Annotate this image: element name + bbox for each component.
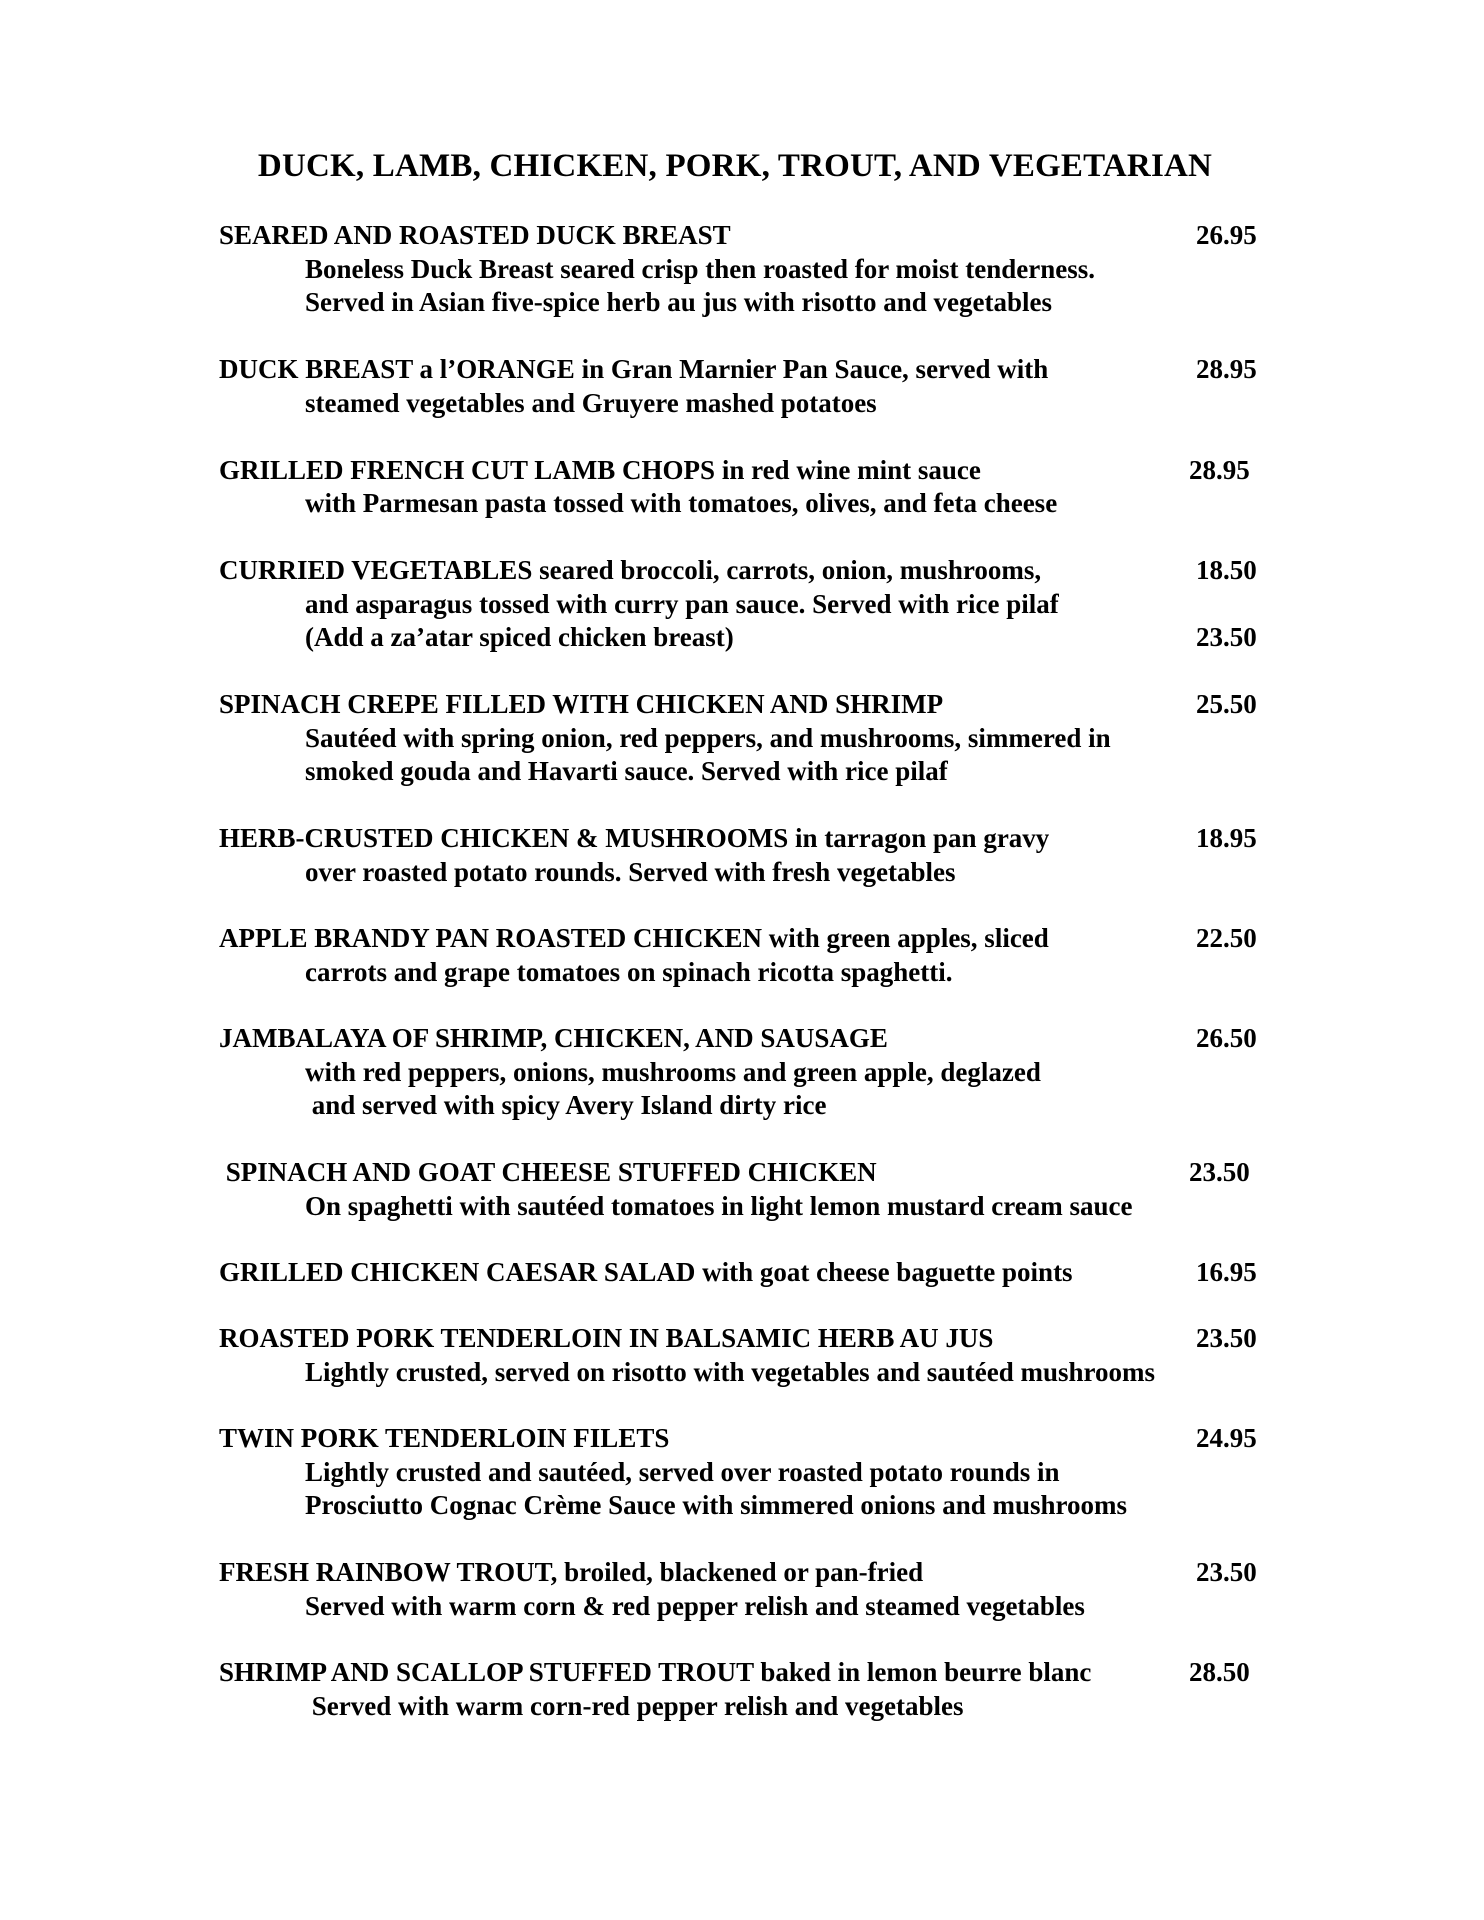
menu-item-description: carrots and grape tomatoes on spinach ricotta spaghetti. <box>305 957 953 987</box>
menu-item-price: 18.50 <box>1196 555 1257 585</box>
menu-item-price: 23.50 <box>1196 1323 1257 1353</box>
menu-item-name: ROASTED PORK TENDERLOIN IN BALSAMIC HERB AU JUS <box>219 1323 994 1353</box>
menu-item-description: Sautéed with spring onion, red peppers, and mushrooms, simmered in <box>305 723 1111 753</box>
menu-item-extra-price: 23.50 <box>1196 622 1257 652</box>
menu-item-description: Lightly crusted and sautéed, served over roasted potato rounds in <box>305 1457 1060 1487</box>
menu-item-name: JAMBALAYA OF SHRIMP, CHICKEN, AND SAUSAGE <box>219 1023 888 1053</box>
menu-item-description: On spaghetti with sautéed tomatoes in light lemon mustard cream sauce <box>305 1191 1133 1221</box>
menu-item-description: Served with warm corn & red pepper relish and steamed vegetables <box>305 1591 1085 1621</box>
menu-item-description: (Add a za’atar spiced chicken breast) <box>305 622 734 652</box>
menu-item-description: and asparagus tossed with curry pan sauce. Served with rice pilaf <box>305 589 1059 619</box>
menu-item-name: GRILLED FRENCH CUT LAMB CHOPS in red wine mint sauce <box>219 455 981 485</box>
menu-item-name: DUCK BREAST a l’ORANGE in Gran Marnier Pan Sauce, served with <box>219 354 1049 384</box>
menu-item-description: Boneless Duck Breast seared crisp then roasted for moist tenderness. <box>305 254 1095 284</box>
menu-item-price: 28.50 <box>1189 1657 1250 1687</box>
menu-item-price: 28.95 <box>1189 455 1250 485</box>
menu-item-price: 23.50 <box>1196 1557 1257 1587</box>
menu-item-description: over roasted potato rounds. Served with fresh vegetables <box>305 857 956 887</box>
menu-item-price: 26.95 <box>1196 220 1257 250</box>
menu-item-name: HERB-CRUSTED CHICKEN & MUSHROOMS in tarragon pan gravy <box>219 823 1050 853</box>
menu-item-name: SPINACH AND GOAT CHEESE STUFFED CHICKEN <box>219 1157 877 1187</box>
menu-item-name: TWIN PORK TENDERLOIN FILETS <box>219 1423 670 1453</box>
menu-item-name: SPINACH CREPE FILLED WITH CHICKEN AND SHRIMP <box>219 689 944 719</box>
menu-item-description: Served in Asian five-spice herb au jus with risotto and vegetables <box>305 287 1053 317</box>
menu-item-name: CURRIED VEGETABLES seared broccoli, carrots, onion, mushrooms, <box>219 555 1042 585</box>
menu-item-name: SHRIMP AND SCALLOP STUFFED TROUT baked in lemon beurre blanc <box>219 1657 1092 1687</box>
page-title: DUCK, LAMB, CHICKEN, PORK, TROUT, AND VEGETARIAN <box>257 148 1213 184</box>
menu-item-description: steamed vegetables and Gruyere mashed potatoes <box>305 388 877 418</box>
menu-item-name: SEARED AND ROASTED DUCK BREAST <box>219 220 731 250</box>
menu-item-price: 26.50 <box>1196 1023 1257 1053</box>
menu-item-price: 18.95 <box>1196 823 1257 853</box>
menu-item-description: and served with spicy Avery Island dirty rice <box>305 1090 827 1120</box>
menu-item-description: smoked gouda and Havarti sauce. Served with rice pilaf <box>305 756 948 786</box>
menu-item-price: 22.50 <box>1196 923 1257 953</box>
menu-item-price: 24.95 <box>1196 1423 1257 1453</box>
menu-item-price: 28.95 <box>1196 354 1257 384</box>
menu-item-price: 23.50 <box>1189 1157 1250 1187</box>
menu-item-description: with red peppers, onions, mushrooms and green apple, deglazed <box>305 1057 1041 1087</box>
menu-item-name: GRILLED CHICKEN CAESAR SALAD with goat cheese baguette points <box>219 1257 1073 1287</box>
menu-item-description: Served with warm corn-red pepper relish and vegetables <box>305 1691 964 1721</box>
menu-item-price: 16.95 <box>1196 1257 1257 1287</box>
menu-item-description: Prosciutto Cognac Crème Sauce with simmered onions and mushrooms <box>305 1490 1127 1520</box>
menu-item-description: Lightly crusted, served on risotto with vegetables and sautéed mushrooms <box>305 1357 1155 1387</box>
menu-item-description: with Parmesan pasta tossed with tomatoes, olives, and feta cheese <box>305 488 1058 518</box>
menu-item-price: 25.50 <box>1196 689 1257 719</box>
menu-item-name: APPLE BRANDY PAN ROASTED CHICKEN with green apples, sliced <box>219 923 1049 953</box>
menu-item-name: FRESH RAINBOW TROUT, broiled, blackened or pan-fried <box>219 1557 924 1587</box>
